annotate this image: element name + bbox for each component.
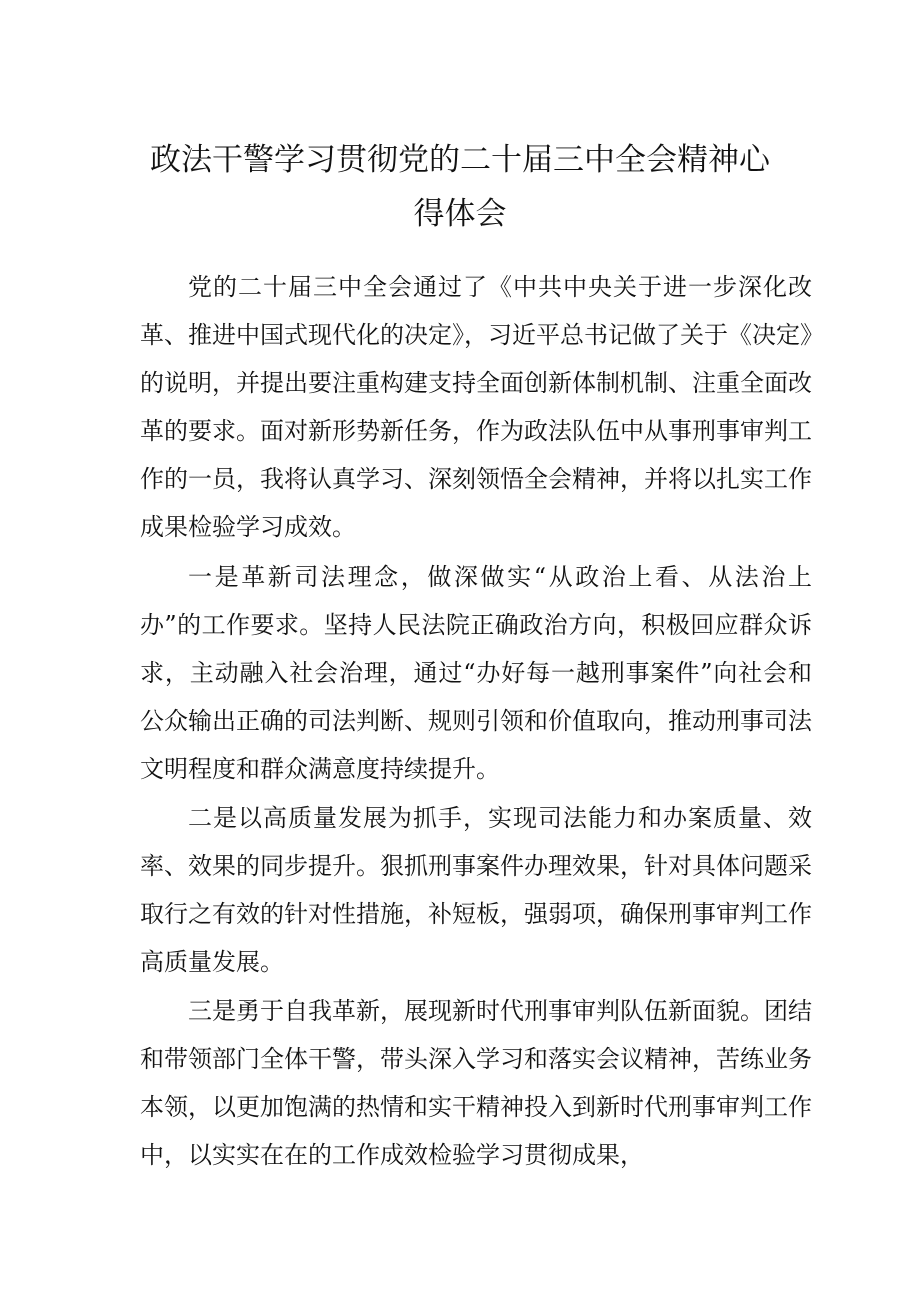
paragraph-point-one: 一是革新司法理念，做深做实“从政治上看、从法治上办”的工作要求。坚持人民法院正确政治方向，积极回应群众诉求，主动融入社会治理，通过“办好每一越刑事案件”向社会和公众输出正确的司法判断、规则引领和价值取向，推动刑事司法文明程度和群众满意度持续提升。 — [140, 563, 812, 783]
paragraph-point-two: 二是以高质量发展为抓手，实现司法能力和办案质量、效率、效果的同步提升。狠抓刑事案件办理效果，针对具体问题采取行之有效的针对性措施，补短板，强弱项，确保刑事审判工作高质量发展。 — [140, 804, 812, 976]
paragraph-point-three: 三是勇于自我革新，展现新时代刑事审判队伍新面貌。团结和带领部门全体干警，带头深入学习和落实会议精神，苦练业务本领，以更加饱满的热情和实干精神投入到新时代刑事审判工作中，以实实在在的工作成效检验学习贯彻成果， — [140, 997, 812, 1169]
document-title-line-2: 得体会 — [413, 196, 507, 232]
document-title-line-1: 政法干警学习贯彻党的二十届三中全会精神心 — [150, 142, 770, 178]
paragraph-intro: 党的二十届三中全会通过了《中共中央关于进一步深化改革、推进中国式现代化的决定》，习近平总书记做了关于《决定》的说明，并提出要注重构建支持全面创新体制机制、注重全面改革的要求。面对新形势新任务，作为政法队伍中从事刑事审判工作的一员，我将认真学习、深刻领悟全会精神，并将以扎实工作成果检验学习成效。 — [140, 273, 812, 541]
